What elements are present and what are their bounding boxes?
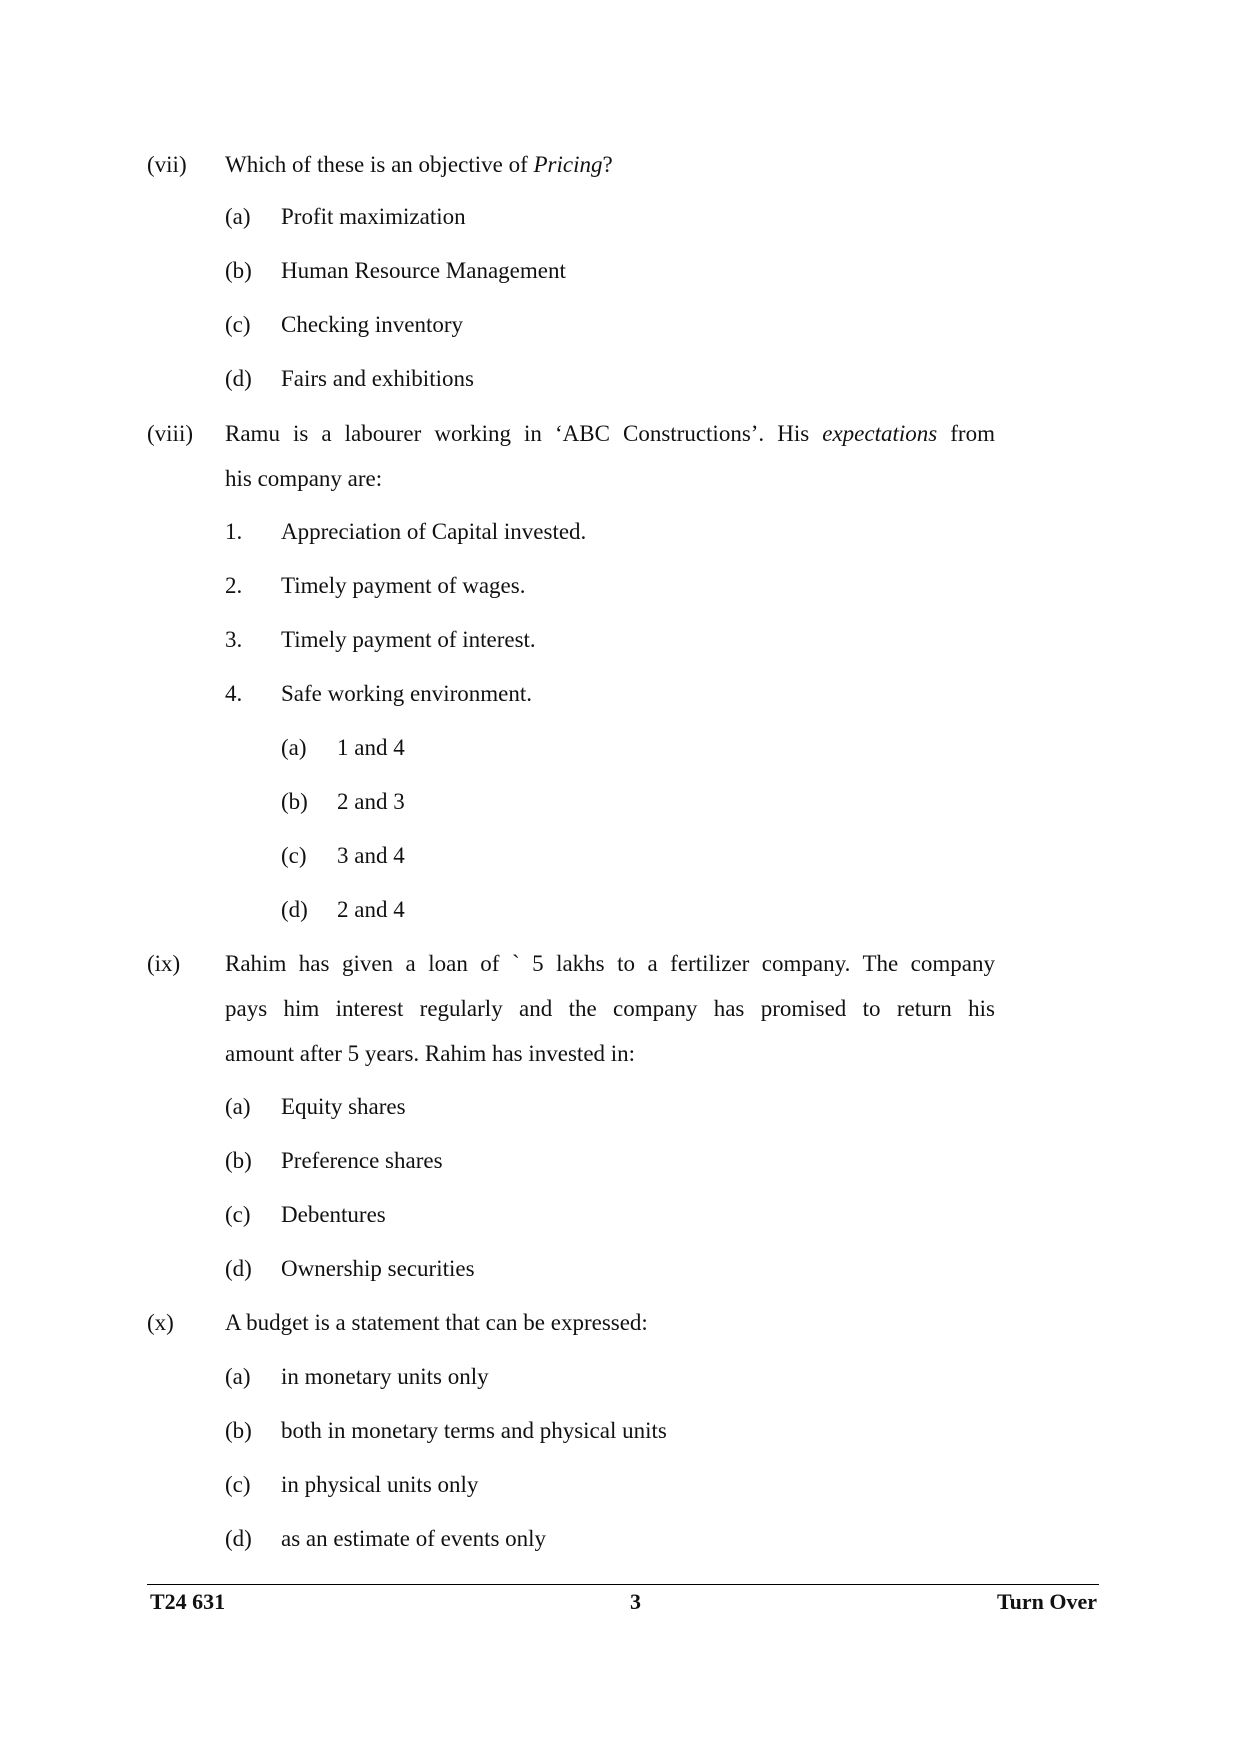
option-text: Ownership securities [281,1256,475,1281]
option-label: (b) [225,258,252,283]
option-text: 1 and 4 [337,735,405,760]
option-text: 3 and 4 [337,843,405,868]
page-number: 3 [630,1589,641,1614]
option-text: 2 and 4 [337,897,405,922]
option-label: (a) [225,1094,251,1119]
question-text: Ramu is a labourer working in ‘ABC Constructions’. His expectations from [225,421,995,446]
question-text-continued: pays him interest regularly and the company has promised to return his [225,996,995,1021]
option-label: (b) [225,1148,252,1173]
question-text-continued: his company are: [225,466,383,491]
statement-text: Appreciation of Capital invested. [281,519,587,544]
option-text: Checking inventory [281,312,464,337]
statement-text: Timely payment of interest. [281,627,536,652]
option-label: (b) [281,789,308,814]
option-label: (c) [281,843,307,868]
question-text: Rahim has given a loan of ` 5 lakhs to a fertilizer company. The company [225,951,995,976]
option-text: Human Resource Management [281,258,566,283]
option-label: (d) [281,897,308,922]
statement-text: Safe working environment. [281,681,533,706]
option-label: (a) [225,204,251,229]
option-label: (d) [225,366,252,391]
question-number: (x) [147,1310,174,1335]
option-label: (a) [225,1364,251,1389]
statement-label: 4. [225,681,243,706]
option-text: Preference shares [281,1148,443,1173]
option-text: both in monetary terms and physical units [281,1418,667,1443]
statement-label: 2. [225,573,243,598]
option-label: (a) [281,735,307,760]
option-label: (c) [225,1202,251,1227]
option-text: Debentures [281,1202,386,1227]
question-number: (ix) [147,951,181,976]
footer-divider [147,1584,1099,1585]
option-text: Fairs and exhibitions [281,366,474,391]
question-text: A budget is a statement that can be expressed: [225,1310,648,1335]
statement-text: Timely payment of wages. [281,573,526,598]
statement-label: 1. [225,519,243,544]
paper-code: T24 631 [150,1589,226,1614]
question-text-continued: amount after 5 years. Rahim has invested in: [225,1041,636,1066]
question-number: (viii) [147,421,193,446]
option-label: (c) [225,1472,251,1497]
option-label: (d) [225,1526,252,1551]
option-text: 2 and 3 [337,789,405,814]
question-text: Which of these is an objective of Pricing? [225,152,613,177]
option-text: in physical units only [281,1472,479,1497]
turn-over-label: Turn Over [996,1589,1097,1614]
option-text: in monetary units only [281,1364,489,1389]
option-text: as an estimate of events only [281,1526,547,1551]
question-number: (vii) [147,152,187,177]
option-label: (d) [225,1256,252,1281]
option-label: (c) [225,312,251,337]
option-label: (b) [225,1418,252,1443]
statement-label: 3. [225,627,243,652]
option-text: Equity shares [281,1094,406,1119]
option-text: Profit maximization [281,204,466,229]
